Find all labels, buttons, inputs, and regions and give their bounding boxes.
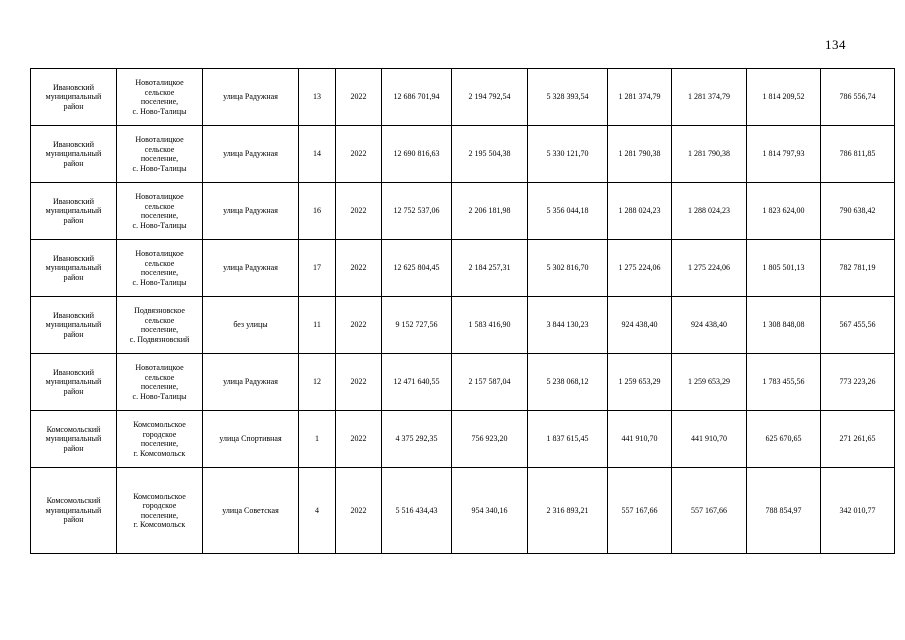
- amount-cell-3: 5 328 393,54: [528, 69, 608, 126]
- street-cell: улица Радужная: [203, 183, 299, 240]
- amount-cell-1: 12 752 537,06: [382, 183, 452, 240]
- table-row: [31, 354, 895, 411]
- amount-cell-4: 557 167,66: [608, 468, 672, 554]
- amount-cell-5: 1 275 224,06: [672, 240, 747, 297]
- house-number-cell: 11: [299, 297, 336, 354]
- amount-cell-5: 1 281 374,79: [672, 69, 747, 126]
- house-number-cell: 1: [299, 411, 336, 468]
- district-cell: Ивановский муниципальный район: [31, 297, 117, 354]
- year-cell: 2022: [336, 468, 382, 554]
- house-number-cell: 4: [299, 468, 336, 554]
- amount-cell-6: 1 783 455,56: [747, 354, 821, 411]
- table-row: [31, 411, 895, 468]
- amount-cell-4: 1 259 653,29: [608, 354, 672, 411]
- table-row: [31, 126, 895, 183]
- street-cell: улица Радужная: [203, 240, 299, 297]
- street-cell: улица Радужная: [203, 69, 299, 126]
- year-cell: 2022: [336, 126, 382, 183]
- amount-cell-4: 1 288 024,23: [608, 183, 672, 240]
- street-cell: улица Советская: [203, 468, 299, 554]
- amount-cell-6: 625 670,65: [747, 411, 821, 468]
- district-cell: Ивановский муниципальный район: [31, 183, 117, 240]
- amount-cell-5: 1 288 024,23: [672, 183, 747, 240]
- amount-cell-6: 1 814 797,93: [747, 126, 821, 183]
- amount-cell-4: 441 910,70: [608, 411, 672, 468]
- year-cell: 2022: [336, 297, 382, 354]
- settlement-cell: Новоталицкое сельское поселение, с. Ново-Талицы: [117, 183, 203, 240]
- data-table: [30, 68, 895, 554]
- amount-cell-6: 1 823 624,00: [747, 183, 821, 240]
- amount-cell-2: 2 206 181,98: [452, 183, 528, 240]
- amount-cell-2: 756 923,20: [452, 411, 528, 468]
- house-number-cell: 17: [299, 240, 336, 297]
- amount-cell-1: 12 690 816,63: [382, 126, 452, 183]
- amount-cell-3: 1 837 615,45: [528, 411, 608, 468]
- settlement-cell: Комсомольское городское поселение, г. Комсомольск: [117, 468, 203, 554]
- amount-cell-3: 2 316 893,21: [528, 468, 608, 554]
- table-row: [31, 468, 895, 554]
- amount-cell-6: 1 805 501,13: [747, 240, 821, 297]
- amount-cell-1: 12 625 804,45: [382, 240, 452, 297]
- amount-cell-3: 5 356 044,18: [528, 183, 608, 240]
- district-cell: Комсомольский муниципальный район: [31, 468, 117, 554]
- amount-cell-5: 1 281 790,38: [672, 126, 747, 183]
- house-number-cell: 14: [299, 126, 336, 183]
- amount-cell-7: 790 638,42: [821, 183, 895, 240]
- year-cell: 2022: [336, 183, 382, 240]
- table-row: [31, 297, 895, 354]
- table-row: [31, 240, 895, 297]
- amount-cell-1: 4 375 292,35: [382, 411, 452, 468]
- street-cell: улица Спортивная: [203, 411, 299, 468]
- amount-cell-6: 1 308 848,08: [747, 297, 821, 354]
- district-cell: Ивановский муниципальный район: [31, 240, 117, 297]
- amount-cell-5: 1 259 653,29: [672, 354, 747, 411]
- amount-cell-7: 567 455,56: [821, 297, 895, 354]
- amount-cell-3: 5 302 816,70: [528, 240, 608, 297]
- amount-cell-3: 3 844 130,23: [528, 297, 608, 354]
- amount-cell-6: 788 854,97: [747, 468, 821, 554]
- settlement-cell: Новоталицкое сельское поселение, с. Ново-Талицы: [117, 354, 203, 411]
- amount-cell-4: 1 281 790,38: [608, 126, 672, 183]
- settlement-cell: Новоталицкое сельское поселение, с. Ново-Талицы: [117, 69, 203, 126]
- amount-cell-5: 557 167,66: [672, 468, 747, 554]
- year-cell: 2022: [336, 354, 382, 411]
- amount-cell-7: 786 811,85: [821, 126, 895, 183]
- settlement-cell: Новоталицкое сельское поселение, с. Ново-Талицы: [117, 240, 203, 297]
- street-cell: без улицы: [203, 297, 299, 354]
- amount-cell-2: 1 583 416,90: [452, 297, 528, 354]
- house-number-cell: 12: [299, 354, 336, 411]
- amount-cell-7: 271 261,65: [821, 411, 895, 468]
- amount-cell-2: 954 340,16: [452, 468, 528, 554]
- settlement-cell: Комсомольское городское поселение, г. Комсомольск: [117, 411, 203, 468]
- district-cell: Комсомольский муниципальный район: [31, 411, 117, 468]
- amount-cell-2: 2 184 257,31: [452, 240, 528, 297]
- table-body: [31, 69, 895, 554]
- amount-cell-4: 924 438,40: [608, 297, 672, 354]
- table-row: [31, 69, 895, 126]
- amount-cell-6: 1 814 209,52: [747, 69, 821, 126]
- amount-cell-7: 342 010,77: [821, 468, 895, 554]
- amount-cell-3: 5 330 121,70: [528, 126, 608, 183]
- amount-cell-7: 773 223,26: [821, 354, 895, 411]
- amount-cell-4: 1 281 374,79: [608, 69, 672, 126]
- amount-cell-1: 9 152 727,56: [382, 297, 452, 354]
- amount-cell-3: 5 238 068,12: [528, 354, 608, 411]
- table-row: [31, 183, 895, 240]
- amount-cell-2: 2 157 587,04: [452, 354, 528, 411]
- district-cell: Ивановский муниципальный район: [31, 126, 117, 183]
- settlement-cell: Подвязновское сельское поселение, с. Подвязновский: [117, 297, 203, 354]
- amount-cell-2: 2 194 792,54: [452, 69, 528, 126]
- settlement-cell: Новоталицкое сельское поселение, с. Ново-Талицы: [117, 126, 203, 183]
- district-cell: Ивановский муниципальный район: [31, 354, 117, 411]
- year-cell: 2022: [336, 411, 382, 468]
- year-cell: 2022: [336, 240, 382, 297]
- district-cell: Ивановский муниципальный район: [31, 69, 117, 126]
- amount-cell-2: 2 195 504,38: [452, 126, 528, 183]
- amount-cell-1: 12 471 640,55: [382, 354, 452, 411]
- amount-cell-7: 786 556,74: [821, 69, 895, 126]
- house-number-cell: 16: [299, 183, 336, 240]
- street-cell: улица Радужная: [203, 126, 299, 183]
- street-cell: улица Радужная: [203, 354, 299, 411]
- amount-cell-5: 924 438,40: [672, 297, 747, 354]
- house-number-cell: 13: [299, 69, 336, 126]
- page-number: 134: [825, 37, 846, 52]
- amount-cell-1: 5 516 434,43: [382, 468, 452, 554]
- amount-cell-7: 782 781,19: [821, 240, 895, 297]
- amount-cell-4: 1 275 224,06: [608, 240, 672, 297]
- amount-cell-1: 12 686 701,94: [382, 69, 452, 126]
- year-cell: 2022: [336, 69, 382, 126]
- amount-cell-5: 441 910,70: [672, 411, 747, 468]
